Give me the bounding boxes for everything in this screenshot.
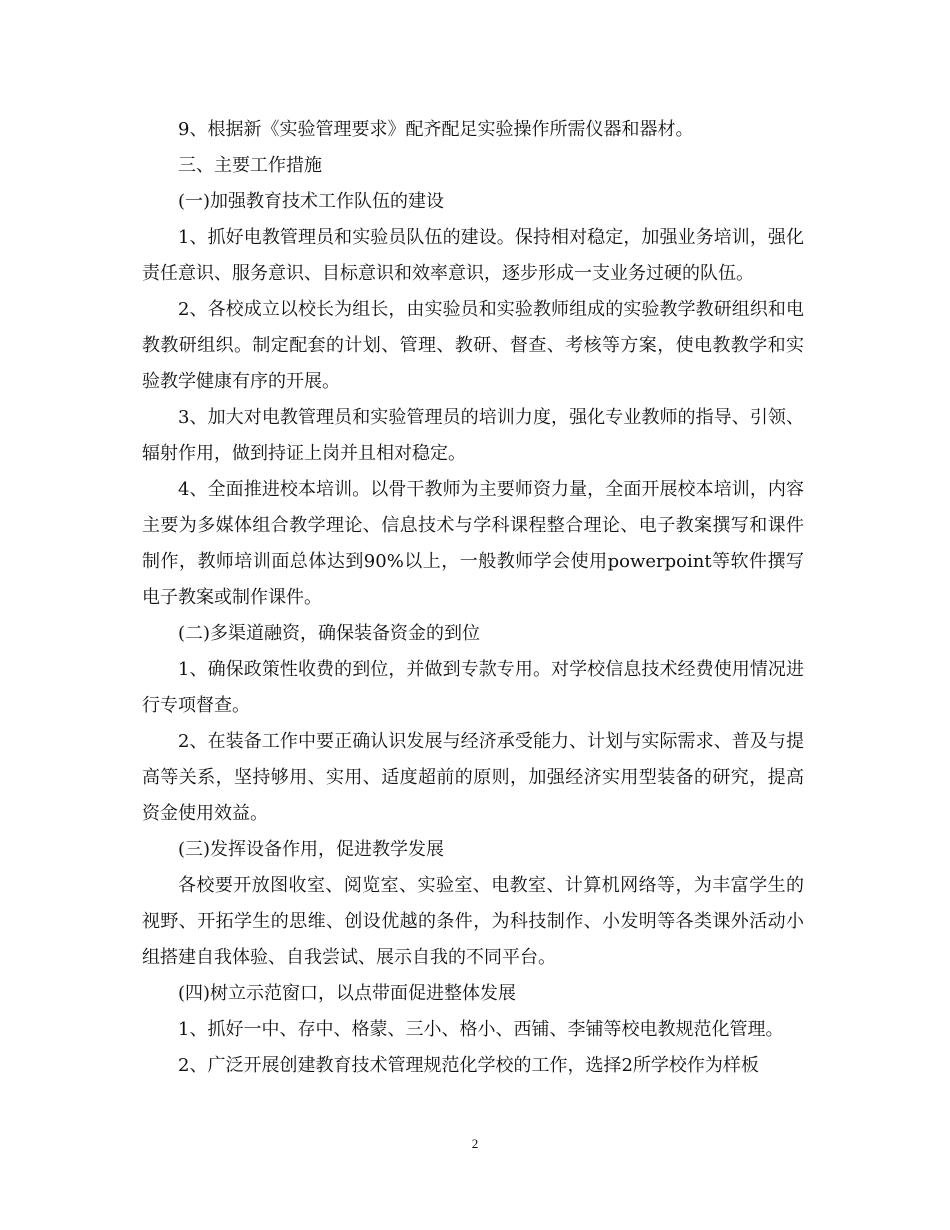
paragraph: 4、全面推进校本培训。以骨干教师为主要师资力量，全面开展校本培训，内容主要为多媒体组合教学理论、信息技术与学科课程整合理论、电子教案撰写和课件制作，教师培训面总体达到90%以上，一般教师学会使用powerpoint等软件撰写电子教案或制作课件。 [142, 479, 804, 608]
paragraph: 2、各校成立以校长为组长，由实验员和实验教师组成的实验教学教研组织和电教教研组织。制定配套的计划、管理、教研、督查、考核等方案，使电教教学和实验教学健康有序的开展。 [142, 299, 804, 392]
document-body [142, 112, 804, 1084]
paragraph: 2、广泛开展创建教育技术管理规范化学校的工作，选择2所学校作为样板 [178, 1055, 759, 1076]
paragraph: 1、抓好一中、存中、格蒙、三小、格小、西铺、李铺等校电教规范化管理。 [178, 1019, 784, 1040]
paragraph: 9、根据新《实验管理要求》配齐配足实验操作所需仪器和器材。 [178, 119, 694, 140]
paragraph: 1、抓好电教管理员和实验员队伍的建设。保持相对稳定，加强业务培训，强化责任意识、服务意识、目标意识和效率意识，逐步形成一支业务过硬的队伍。 [142, 227, 804, 284]
paragraph: 2、在装备工作中要正确认识发展与经济承受能力、计划与实际需求、普及与提高等关系，坚持够用、实用、适度超前的原则，加强经济实用型装备的研究，提高资金使用效益。 [142, 731, 804, 824]
paragraph: 各校要开放图收室、阅览室、实验室、电教室、计算机网络等，为丰富学生的视野、开拓学生的思维、创设优越的条件，为科技制作、小发明等各类课外活动小组搭建自我体验、自我尝试、展示自我的不同平台。 [142, 875, 804, 968]
paragraph: 1、确保政策性收费的到位，并做到专款专用。对学校信息技术经费使用情况进行专项督查。 [142, 659, 804, 716]
subsection-heading: (四)树立示范窗口，以点带面促进整体发展 [178, 983, 517, 1004]
section-heading: 三、主要工作措施 [178, 155, 322, 176]
page-number: 2 [471, 1136, 479, 1151]
paragraph: 3、加大对电教管理员和实验管理员的培训力度，强化专业教师的指导、引领、辐射作用，做到持证上岗并且相对稳定。 [142, 407, 804, 464]
subsection-heading: (一)加强教育技术工作队伍的建设 [178, 191, 445, 212]
subsection-heading: (二)多渠道融资，确保装备资金的到位 [178, 623, 481, 644]
subsection-heading: (三)发挥设备作用，促进教学发展 [178, 839, 445, 860]
